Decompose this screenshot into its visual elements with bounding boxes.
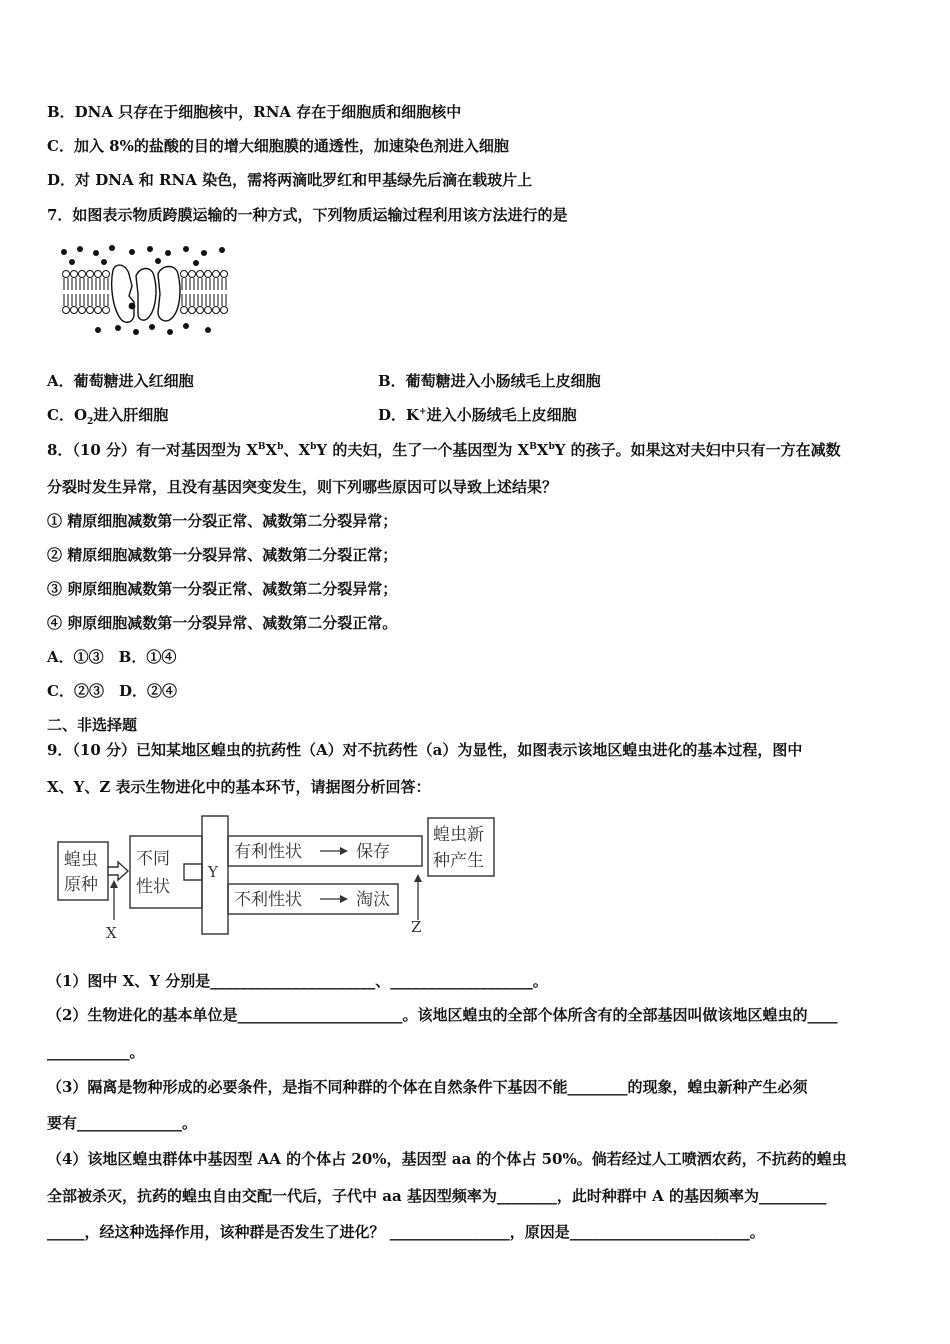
section-heading: 二、非选择题 <box>47 716 138 734</box>
q8-stem: 8．（10 分）有一对基因型为 $X^BX^b$、$X^bY$ 的夫妇，生了一个基因型为 $X^BX^bY$ 的孩子。如果这对夫妇中只有一方在减数 <box>47 441 841 459</box>
q7-option-c: C．$O_2$进入肝细胞 <box>47 406 169 427</box>
membrane-transport-figure <box>58 244 230 336</box>
evolution-flow-diagram <box>50 812 510 942</box>
label-locust-2: 原种 <box>64 875 98 895</box>
q7-stem: 7．如图表示物质跨膜运输的一种方式，下列物质运输过程利用该方法进行的是 <box>47 206 568 224</box>
q9-sub3: （3）隔离是物种形成的必要条件，是指不同种群的个体在自然条件下基因不能________的现象，蝗虫新种产生必须 <box>47 1078 808 1096</box>
q9-sub4: （4）该地区蝗虫群体中基因型 AA 的个体占 20%，基因型 aa 的个体占 50%。倘若经过人工喷洒农药，不抗药的蝗虫 <box>47 1150 847 1168</box>
label-y: Y <box>208 863 218 881</box>
q8-item: ① 精原细胞减数第一分裂正常、减数第二分裂异常； <box>47 512 398 530</box>
label-elim: 淘汰 <box>356 890 390 910</box>
q9-sub2-cont: ___________。 <box>47 1043 145 1061</box>
label-x: X <box>106 924 117 942</box>
q9-stem-line2: X、Y、Z 表示生物进化中的基本环节，请据图分析回答： <box>47 778 431 796</box>
label-traits-2: 性状 <box>136 877 170 897</box>
q9-sub4-cont2: _____，经这种选择作用，该种群是否发生了进化？ ________________，原因是________________________。 <box>47 1223 765 1241</box>
label-good: 有利性状 <box>234 842 302 862</box>
label-traits-1: 不同 <box>136 849 170 869</box>
q8-item: ② 精原细胞减数第一分裂异常、减数第二分裂正常； <box>47 546 398 564</box>
q6-option-d: D．对 DNA 和 RNA 染色，需将两滴吡罗红和甲基绿先后滴在载玻片上 <box>47 171 533 189</box>
q8-item: ④ 卵原细胞减数第一分裂异常、减数第二分裂正常。 <box>47 614 398 632</box>
q8-item: ③ 卵原细胞减数第一分裂正常、减数第二分裂异常； <box>47 580 398 598</box>
label-keep: 保存 <box>356 842 390 862</box>
label-bad: 不利性状 <box>234 890 302 910</box>
label-locust-1: 蝗虫 <box>64 850 98 870</box>
q9-sub4-cont: 全部被杀灭，抗药的蝗虫自由交配一代后，子代中 aa 基因型频率为________，此时种群中 A 的基因频率为_________ <box>47 1187 827 1205</box>
q6-option-c: C．加入 8%的盐酸的目的增大细胞膜的通透性，加速染色剂进入细胞 <box>47 137 509 155</box>
q9-sub3-cont: 要有______________。 <box>47 1114 198 1132</box>
q9-stem: 9．（10 分）已知某地区蝗虫的抗药性（A）对不抗药性（a）为显性，如图表示该地区蝗虫进化的基本过程，图中 <box>47 741 803 759</box>
label-new-2: 种产生 <box>433 851 484 871</box>
q8-options-cd: C．②③ D．②④ <box>47 682 177 700</box>
q7-option-a: A．葡萄糖进入红细胞 <box>47 372 194 390</box>
q9-sub2: （2）生物进化的基本单位是______________________。该地区蝗虫的全部个体所含有的全部基因叫做该地区蝗虫的____ <box>47 1006 838 1024</box>
q8-options-ab: A．①③ B．①④ <box>47 648 177 666</box>
box-traits <box>130 836 202 908</box>
q7-option-d: D．K+进入小肠绒毛上皮细胞 <box>378 406 577 424</box>
q7-option-b: B．葡萄糖进入小肠绒毛上皮细胞 <box>378 372 601 390</box>
label-z: Z <box>411 918 422 936</box>
label-new-1: 蝗虫新 <box>433 825 484 845</box>
q6-option-b: B．DNA 只存在于细胞核中，RNA 存在于细胞质和细胞核中 <box>47 103 462 121</box>
q9-sub1: （1）图中 X、Y 分别是______________________、___________________。 <box>47 972 548 990</box>
q8-stem-line2: 分裂时发生异常，且没有基因突变发生，则下列哪些原因可以导致上述结果？ <box>47 478 558 496</box>
